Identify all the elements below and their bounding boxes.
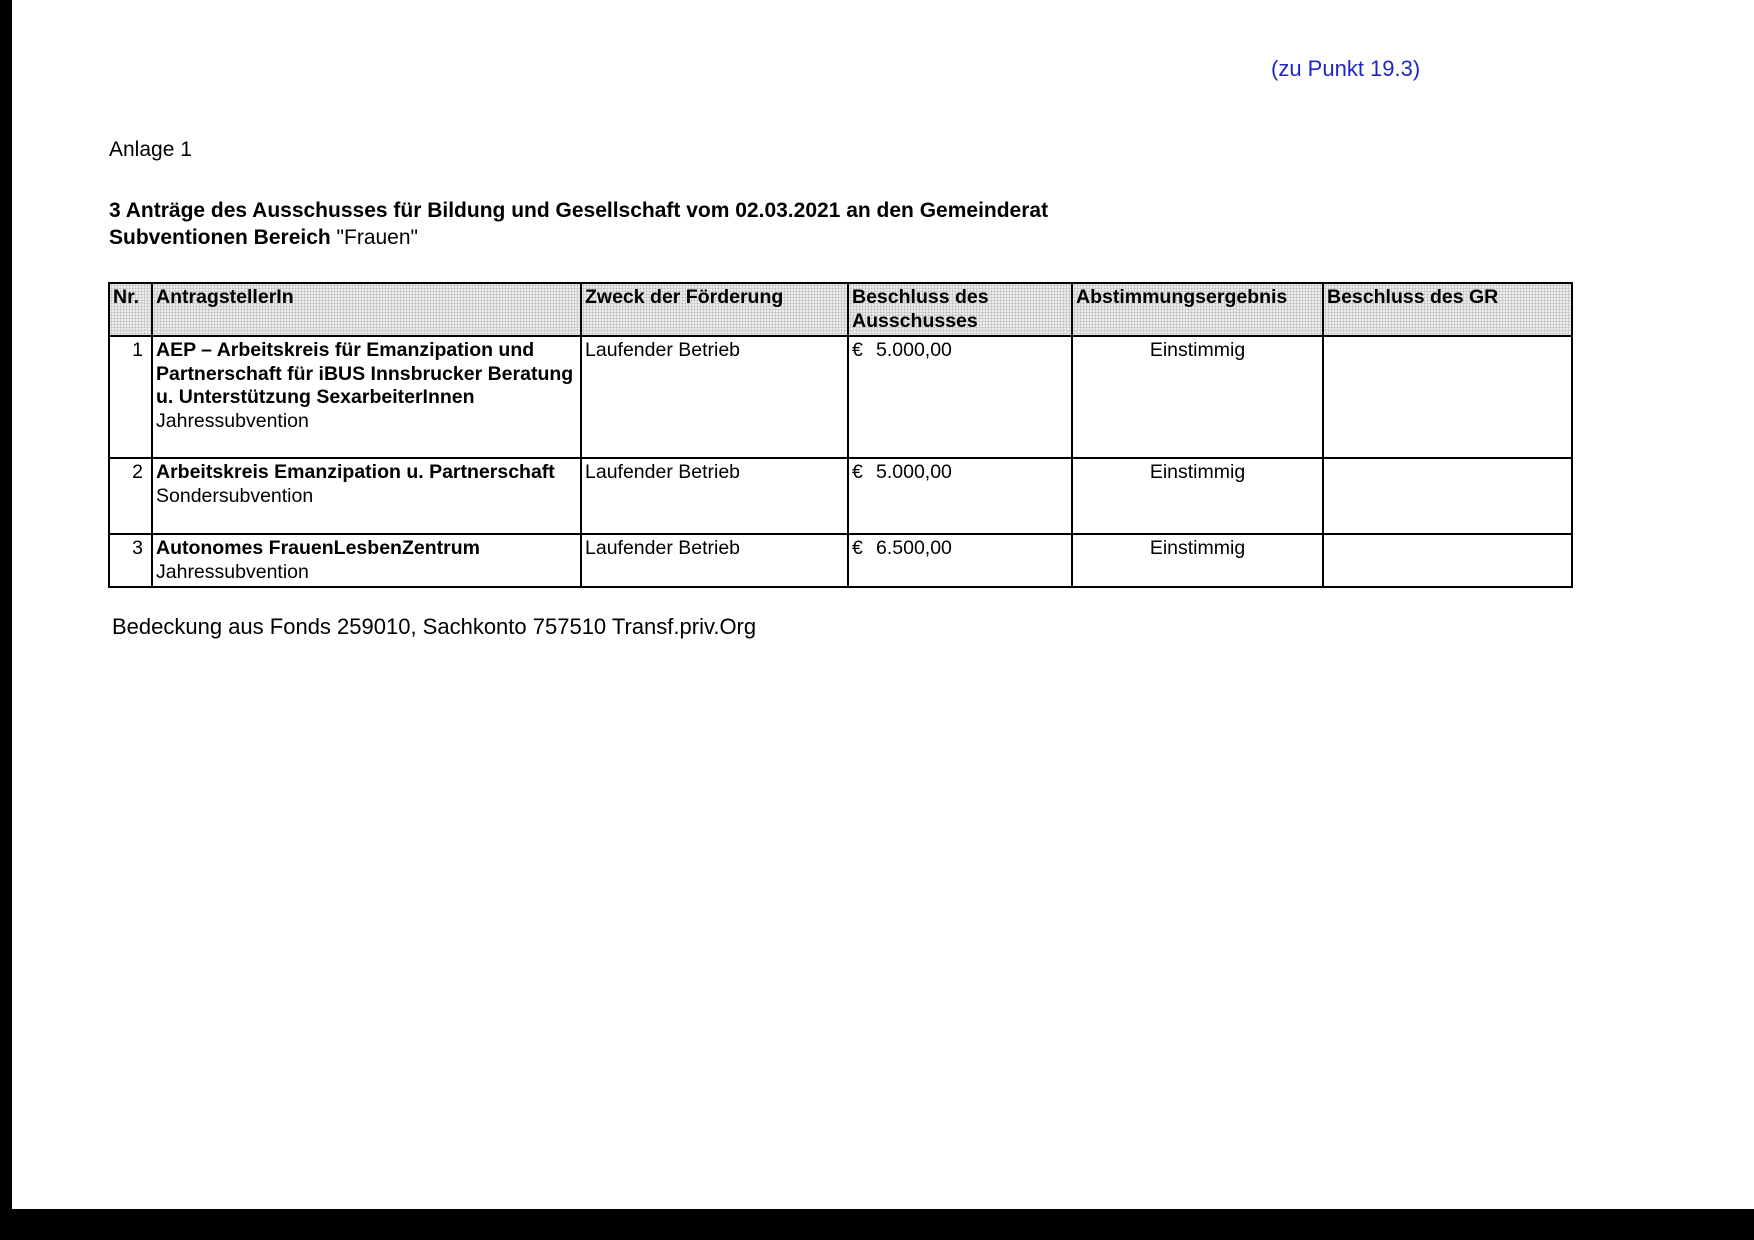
row-nr: 3	[109, 534, 152, 587]
row-vote-result: Einstimmig	[1072, 336, 1323, 458]
header-council-decision: Beschluss des GR	[1323, 283, 1572, 336]
row-amount	[848, 458, 1072, 534]
row-vote-result: Einstimmig	[1072, 534, 1323, 587]
applicant-name: AEP – Arbeitskreis für Emanzipation und Partnerschaft für iBUS Innsbrucker Beratung u. Unterstützung SexarbeiterInnen	[156, 339, 574, 408]
scan-border-left	[0, 0, 12, 1240]
table-header-row	[109, 283, 1572, 336]
row-applicant	[152, 458, 581, 534]
row-amount	[848, 336, 1072, 458]
document-title: 3 Anträge des Ausschusses für Bildung und Gesellschaft vom 02.03.2021 an den Gemeinderat	[109, 199, 1049, 222]
table-row	[109, 534, 1572, 587]
subsidy-table	[108, 282, 1573, 588]
row-nr: 2	[109, 458, 152, 534]
agenda-reference: (zu Punkt 19.3)	[1271, 56, 1421, 81]
subsidy-type: Sondersubvention	[156, 484, 314, 507]
header-vote-result: Abstimmungsergebnis	[1072, 283, 1323, 336]
header-committee-decision: Beschluss des Ausschusses	[848, 283, 1072, 336]
row-amount	[848, 534, 1072, 587]
applicant-name: Autonomes FrauenLesbenZentrum	[156, 537, 480, 559]
row-council-decision	[1323, 336, 1572, 458]
row-purpose: Laufender Betrieb	[581, 336, 848, 458]
table-row	[109, 336, 1572, 458]
table-row	[109, 458, 1572, 534]
document-subtitle	[109, 224, 418, 252]
header-purpose: Zweck der Förderung	[581, 283, 848, 336]
row-purpose: Laufender Betrieb	[581, 458, 848, 534]
subsidy-type: Jahressubvention	[156, 560, 309, 583]
applicant-name: Arbeitskreis Emanzipation u. Partnerschaft	[156, 461, 555, 483]
subtitle-bold: Subventionen Bereich	[109, 226, 331, 249]
currency-symbol: €	[852, 339, 863, 361]
header-applicant: AntragstellerIn	[152, 283, 581, 336]
row-nr: 1	[109, 336, 152, 458]
subtitle-rest: "Frauen"	[330, 226, 418, 249]
amount-value: 5.000,00	[876, 461, 952, 483]
amount-value: 6.500,00	[876, 537, 952, 559]
row-vote-result: Einstimmig	[1072, 458, 1323, 534]
currency-symbol: €	[852, 461, 863, 483]
header-nr: Nr.	[109, 283, 152, 336]
attachment-label: Anlage 1	[109, 138, 192, 161]
row-council-decision	[1323, 534, 1572, 587]
row-council-decision	[1323, 458, 1572, 534]
currency-symbol: €	[852, 537, 863, 559]
scan-border-bottom	[0, 1209, 1754, 1240]
row-purpose: Laufender Betrieb	[581, 534, 848, 587]
row-applicant	[152, 336, 581, 458]
subsidy-type: Jahressubvention	[156, 409, 309, 432]
amount-value: 5.000,00	[876, 339, 952, 361]
row-applicant	[152, 534, 581, 587]
funding-note: Bedeckung aus Fonds 259010, Sachkonto 757510 Transf.priv.Org	[112, 614, 757, 639]
